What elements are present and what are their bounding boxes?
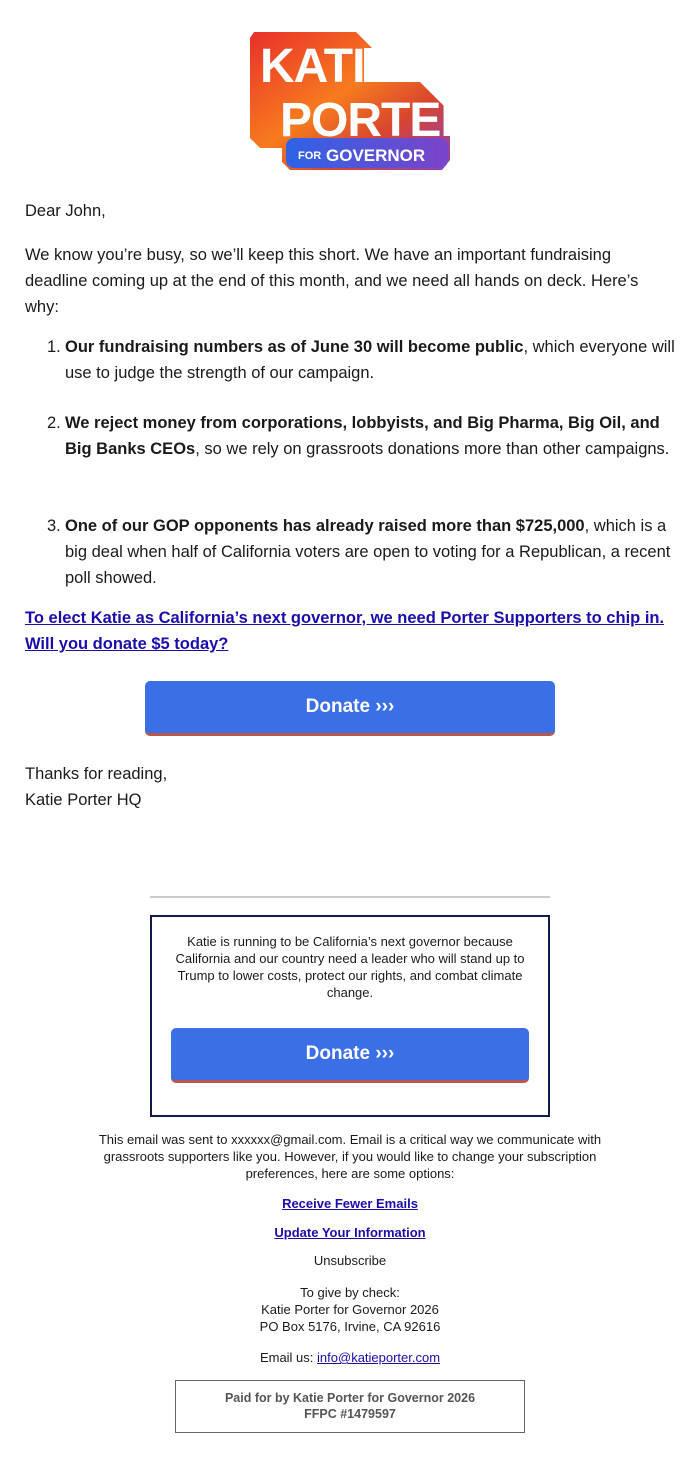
paid-line-1: Paid for by Katie Porter for Governor 2026 [224, 1391, 476, 1405]
list-item-number: 1. [47, 338, 61, 356]
intro-paragraph: We know you’re busy, so we’ll keep this short. We have an important fundraising deadline coming up at the end of this month, and we need all hands on deck. Here’s why: [25, 246, 639, 316]
footer-email [70, 1349, 630, 1366]
list-item-text: , which everyone will use to judge the strength of our campaign. [65, 338, 675, 382]
paid-for-disclaimer [175, 1380, 525, 1433]
list-item-bold: We reject money from corporations, lobbyists, and Big Pharma, Big Oil, and Big Banks CEOs [65, 414, 660, 458]
receive-fewer-emails-link[interactable]: Receive Fewer Emails [282, 1196, 418, 1211]
paid-line-2: FFPC #1479597 [304, 1407, 396, 1421]
list-item-number: 2. [47, 414, 61, 432]
divider [150, 896, 550, 898]
logo-line-2: PORTER [280, 94, 475, 147]
update-information-link[interactable]: Update Your Information [274, 1225, 426, 1240]
list-item-text: , which is a big deal when half of California voters are open to voting for a Republican, a recent poll showed. [65, 517, 671, 587]
email-address-link[interactable]: info@katieporter.com [317, 1350, 441, 1365]
list-item-text: , so we rely on grassroots donations more than other campaigns. [195, 440, 670, 458]
logo-line-3-big: GOVERNOR [326, 146, 426, 165]
footer-sent-notice: This email was sent to xxxxxx@gmail.com. Email is a critical way we communicate with grassroots supporters like you. However, if you would like to change your subscription preferences, here are some options: [98, 1132, 602, 1181]
logo-line-3-small: FOR [298, 150, 322, 162]
unsubscribe-link[interactable]: Unsubscribe [313, 1253, 387, 1268]
email-label: Email us: [259, 1350, 314, 1365]
logo-graphic [246, 30, 475, 172]
check-line-2: Katie Porter for Governor 2026 [261, 1302, 439, 1317]
about-box [150, 915, 550, 1117]
check-address [70, 1284, 630, 1335]
list-item-bold: Our fundraising numbers as of June 30 will become public [65, 338, 524, 356]
about-text: Katie is running to be California’s next governor because California and our country need a leader who will stand up to Trump to lower costs, protect our rights, and combat climate change. [175, 934, 525, 1000]
check-line-1: To give by check: [300, 1285, 400, 1300]
campaign-logo [246, 30, 475, 172]
check-line-3: PO Box 5176, Irvine, CA 92616 [259, 1319, 441, 1334]
donate-button[interactable]: Donate ››› [145, 681, 555, 736]
signoff-line-1: Thanks for reading, [25, 765, 168, 783]
logo-line-1: KATIE [260, 40, 396, 93]
list-item-bold: One of our GOP opponents has already raised more than $725,000 [65, 517, 585, 535]
greeting: Dear John, [25, 202, 106, 220]
donate-cta-link[interactable]: To elect Katie as California’s next governor, we need Porter Supporters to chip in. Will you donate $5 today? [25, 609, 665, 653]
signoff [25, 761, 167, 813]
list-item-number: 3. [47, 517, 61, 535]
signoff-line-2: Katie Porter HQ [25, 791, 142, 809]
donate-button-secondary[interactable]: Donate ››› [171, 1028, 529, 1083]
